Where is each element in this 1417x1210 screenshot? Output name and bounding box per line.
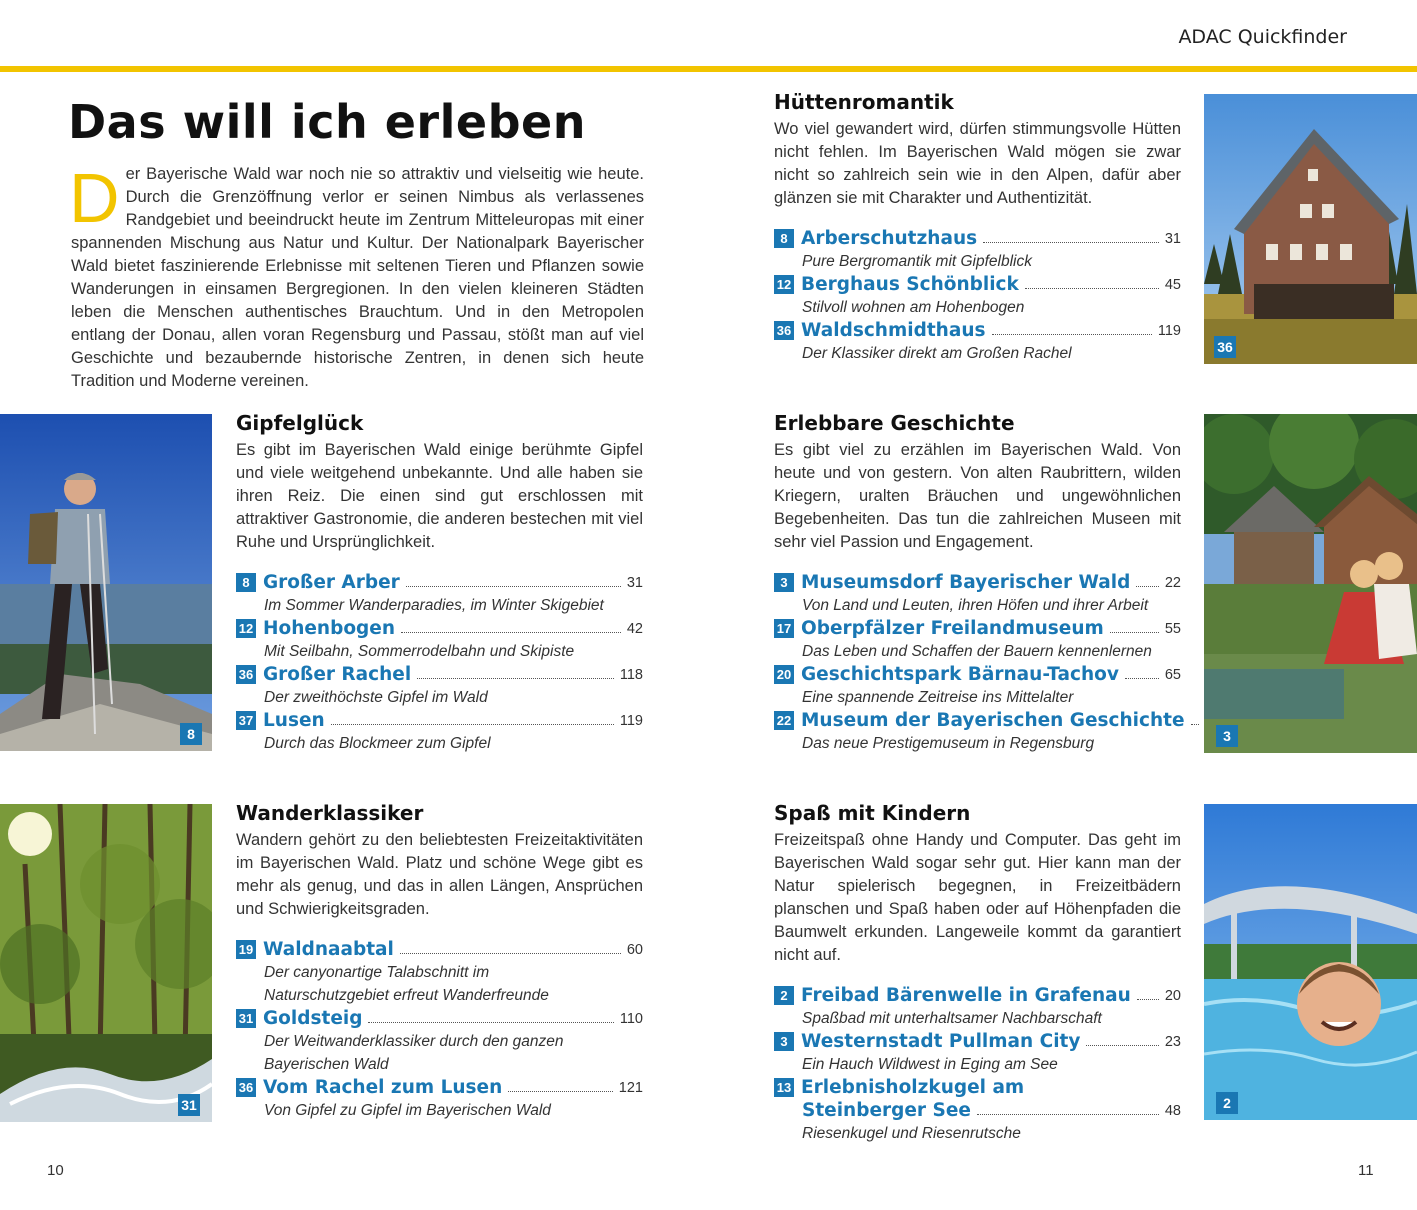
entry-description: Das neue Prestigemuseum in Regensburg: [802, 735, 1095, 752]
list-item[interactable]: [774, 319, 1181, 365]
list-item[interactable]: [774, 571, 1181, 617]
photo-badge: 36: [1214, 336, 1236, 358]
entry-name[interactable]: Freibad Bärenwelle in Grafenau: [801, 985, 1131, 1006]
section-text: Wandern gehört zu den beliebtesten Freizeitaktivitäten im Bayerischen Wald. Platz und schöne Wege gibt es mehr als genug, und das in allen Längen, Ansprüchen und Schwierigkeitsgraden.: [236, 831, 643, 918]
list-item[interactable]: [774, 709, 1185, 755]
entry-page: 60: [626, 941, 643, 958]
page-title: Das will ich erleben: [68, 95, 586, 149]
photo-badge: 31: [178, 1094, 200, 1116]
entry-description: Riesenkugel und Riesenrutsche: [802, 1125, 1021, 1142]
photo-forest-stream: [0, 804, 212, 1122]
photo-hiker-summit: [0, 414, 212, 751]
entry-list: [774, 227, 1181, 365]
entry-page: 55: [1164, 620, 1181, 637]
entry-page: 65: [1164, 666, 1181, 683]
entry-description: Stilvoll wohnen am Hohenbogen: [802, 299, 1025, 316]
photo-mountain-hut: [1204, 94, 1417, 364]
header-label: ADAC Quickfinder: [1178, 26, 1347, 48]
entry-name[interactable]: Museumsdorf Bayerischer Wald: [801, 572, 1131, 593]
entry-description: Spaßbad mit unterhaltsamer Nachbarschaft: [802, 1010, 1102, 1027]
leader-dots: [406, 586, 621, 587]
section-title: Wanderklassiker: [236, 801, 424, 825]
section-text: Es gibt im Bayerischen Wald einige berühmte Gipfel und viele weitgehend unbekannte. Und alle haben sie ihren Reiz. Die einen sind gut erschlossen mit attraktiver Gastronomie, die anderen bestechen mit viel Ruhe und Ursprünglichkeit.: [236, 441, 643, 551]
entry-page: 121: [618, 1079, 643, 1096]
entry-name[interactable]: Waldnaabtal: [263, 939, 394, 960]
entry-list: [774, 571, 1185, 755]
entry-description: Mit Seilbahn, Sommerrodelbahn und Skipiste: [264, 643, 575, 660]
list-item[interactable]: [774, 227, 1181, 273]
entry-name[interactable]: Goldsteig: [263, 1008, 363, 1029]
entry-number: 37: [236, 711, 256, 730]
section-spass-mit-kindern: [774, 801, 1181, 1145]
list-item[interactable]: [774, 1030, 1181, 1076]
section-erlebbare-geschichte: [774, 411, 1185, 755]
entry-page: 45: [1164, 276, 1181, 293]
section-title: Spaß mit Kindern: [774, 801, 971, 825]
museum-village-illustration: [1204, 414, 1417, 753]
entry-page: 20: [1164, 987, 1181, 1004]
entry-number: 8: [236, 573, 256, 592]
entry-description: Das Leben und Schaffen der Bauern kennenlernen: [802, 643, 1152, 660]
section-text: Es gibt viel zu erzählen im Bayerischen Wald. Von heute und von gestern. Von alten Raubrittern, wilden Kriegern, uralten Bräuchen und ungewöhnlichen Begebenheiten. Das tun die zahlreichen Museen mit sehr viel Passion und Engagement.: [774, 441, 1181, 551]
entry-number: 12: [236, 619, 256, 638]
list-item[interactable]: [774, 1076, 1181, 1145]
entry-number: 3: [774, 1032, 794, 1051]
section-text: Freizeitspaß ohne Handy und Computer. Das geht im Bayerischen Wald sogar sehr gut. Hier kann man der Natur spielerisch begegnen, in Freizeitbädern planschen und Spaß haben oder auf Höhenpfaden die Baumwelt erkunden. Langeweile kommt da garantiert nicht auf.: [774, 831, 1181, 964]
leader-dots: [992, 334, 1152, 335]
entry-page: 118: [619, 666, 643, 683]
entry-description: Eine spannende Zeitreise ins Mittelalter: [802, 689, 1074, 706]
entry-name[interactable]: Steinberger See: [802, 1100, 971, 1121]
list-item[interactable]: [774, 273, 1181, 319]
photo-museum-village: [1204, 414, 1417, 753]
list-item[interactable]: [236, 938, 643, 1007]
entry-list: [236, 938, 643, 1122]
entry-description: Der Weitwanderklassiker durch den ganzen Bayerischen Wald: [264, 1033, 564, 1073]
leader-dots: [400, 953, 621, 954]
entry-number: 19: [236, 940, 256, 959]
entry-list: [774, 984, 1181, 1145]
leader-dots: [1136, 586, 1159, 587]
entry-description: Der canyonartige Talabschnitt im Naturschutzgebiet erfreut Wanderfreunde: [264, 964, 549, 1004]
entry-description: Durch das Blockmeer zum Gipfel: [264, 735, 491, 752]
list-item[interactable]: [236, 709, 643, 755]
list-item[interactable]: [236, 1007, 643, 1076]
entry-list: [236, 571, 643, 755]
entry-number: 13: [774, 1078, 794, 1097]
leader-dots: [977, 1114, 1159, 1115]
leader-dots: [508, 1091, 613, 1092]
entry-name[interactable]: Berghaus Schönblick: [801, 274, 1019, 295]
entry-name[interactable]: Oberpfälzer Freilandmuseum: [801, 618, 1104, 639]
list-item[interactable]: [236, 571, 643, 617]
entry-page: 110: [619, 1010, 643, 1027]
entry-number: 12: [774, 275, 794, 294]
forest-stream-illustration: [0, 804, 212, 1122]
entry-name[interactable]: Waldschmidthaus: [801, 320, 986, 341]
photo-badge: 3: [1216, 725, 1238, 747]
entry-description: Ein Hauch Wildwest in Eging am See: [802, 1056, 1058, 1073]
leader-dots: [983, 242, 1159, 243]
entry-description: Von Land und Leuten, ihren Höfen und ihrer Arbeit: [802, 597, 1149, 614]
photo-child-pool: [1204, 804, 1417, 1120]
entry-page: 23: [1164, 1033, 1181, 1050]
entry-name-first-line[interactable]: Erlebnisholzkugel am: [801, 1077, 1025, 1098]
leader-dots: [331, 724, 614, 725]
drop-cap: D: [69, 159, 120, 237]
entry-name[interactable]: Großer Arber: [263, 572, 400, 593]
entry-name[interactable]: Museum der Bayerischen Geschichte: [801, 710, 1185, 731]
leader-dots: [368, 1022, 613, 1023]
leader-dots: [1191, 724, 1199, 725]
leader-dots: [417, 678, 614, 679]
entry-name[interactable]: Geschichtspark Bärnau-Tachov: [801, 664, 1119, 685]
entry-number: 36: [236, 1078, 256, 1097]
entry-description: Der Klassiker direkt am Großen Rachel: [802, 345, 1072, 362]
entry-description: Von Gipfel zu Gipfel im Bayerischen Wald: [264, 1102, 551, 1119]
section-gipfelglueck: [236, 411, 643, 755]
mountain-hut-illustration: [1204, 94, 1417, 364]
leader-dots: [401, 632, 621, 633]
photo-badge: 8: [180, 723, 202, 745]
section-text: Wo viel gewandert wird, dürfen stimmungsvolle Hütten nicht fehlen. Im Bayerischen Wald mögen sie zwar nicht so zahlreich sein wie in den Alpen, dafür aber glänzen sie mit Charakter und Authentizität.: [774, 120, 1181, 207]
leader-dots: [1125, 678, 1159, 679]
list-item[interactable]: [774, 984, 1181, 1030]
entry-page: 119: [619, 712, 643, 729]
entry-number: 20: [774, 665, 794, 684]
entry-number: 22: [774, 711, 794, 730]
section-wanderklassiker: [236, 801, 643, 1122]
list-item[interactable]: [236, 617, 643, 663]
entry-page: 42: [626, 620, 643, 637]
entry-page: 31: [1164, 230, 1181, 247]
page-number-right: 11: [1358, 1162, 1374, 1179]
entry-number: 36: [236, 665, 256, 684]
intro-text: er Bayerische Wald war noch nie so attraktiv und vielseitig wie heute. Durch die Grenzöffnung verlor er seinen Nimbus als verlassenes Randgebiet und beeindruckt heute im Zentrum Mitteleuropas mit einer spannenden Mischung aus Natur und Kultur. Der Nationalpark Bayerischer Wald bietet faszinierende Erlebnisse mit seltenen Tieren und Pflanzen sowie Wanderungen in einsamen Bergregionen. In den vielen kleineren Städten leben die Menschen authentisches Brauchtum. Und in den Metropolen entlang der Donau, allen voran Regensburg und Passau, stößt man auf viel Geschichte und bezaubernde historische Zentren, in denen sich heute Tradition und Moderne vereinen.: [71, 165, 644, 390]
entry-number: 17: [774, 619, 794, 638]
list-item[interactable]: [236, 1076, 643, 1122]
list-item[interactable]: [774, 617, 1181, 663]
entry-page: 119: [1157, 322, 1181, 339]
entry-description: Im Sommer Wanderparadies, im Winter Skigebiet: [264, 597, 604, 614]
section-title: Hüttenromantik: [774, 90, 954, 114]
entry-name[interactable]: Westernstadt Pullman City: [801, 1031, 1081, 1052]
entry-number: 31: [236, 1009, 256, 1028]
section-title: Erlebbare Geschichte: [774, 411, 1015, 435]
entry-name[interactable]: Vom Rachel zum Lusen: [263, 1077, 503, 1098]
entry-page: 22: [1164, 574, 1181, 591]
photo-badge: 2: [1216, 1092, 1238, 1114]
leader-dots: [1137, 999, 1159, 1000]
entry-number: 2: [774, 986, 794, 1005]
page-number-left: 10: [47, 1162, 64, 1179]
entry-name[interactable]: Arberschutzhaus: [801, 228, 978, 249]
intro-paragraph: [69, 159, 644, 393]
entry-name[interactable]: Hohenbogen: [263, 618, 395, 639]
entry-number: 36: [774, 321, 794, 340]
hiker-illustration: [0, 414, 212, 751]
section-title: Gipfelglück: [236, 411, 364, 435]
entry-number: 8: [774, 229, 794, 248]
list-item[interactable]: [236, 663, 643, 709]
leader-dots: [1086, 1045, 1158, 1046]
list-item[interactable]: [774, 663, 1181, 709]
leader-dots: [1025, 288, 1159, 289]
section-huettenromantik: [774, 90, 1181, 365]
entry-page: 48: [1164, 1102, 1181, 1119]
entry-description: Pure Bergromantik mit Gipfelblick: [802, 253, 1032, 270]
leader-dots: [1110, 632, 1159, 633]
entry-name[interactable]: Lusen: [263, 710, 325, 731]
entry-page: 31: [626, 574, 643, 591]
entry-name[interactable]: Großer Rachel: [263, 664, 412, 685]
header-rule: [0, 66, 1417, 72]
child-pool-illustration: [1204, 804, 1417, 1120]
entry-description: Der zweithöchste Gipfel im Wald: [264, 689, 488, 706]
entry-number: 3: [774, 573, 794, 592]
